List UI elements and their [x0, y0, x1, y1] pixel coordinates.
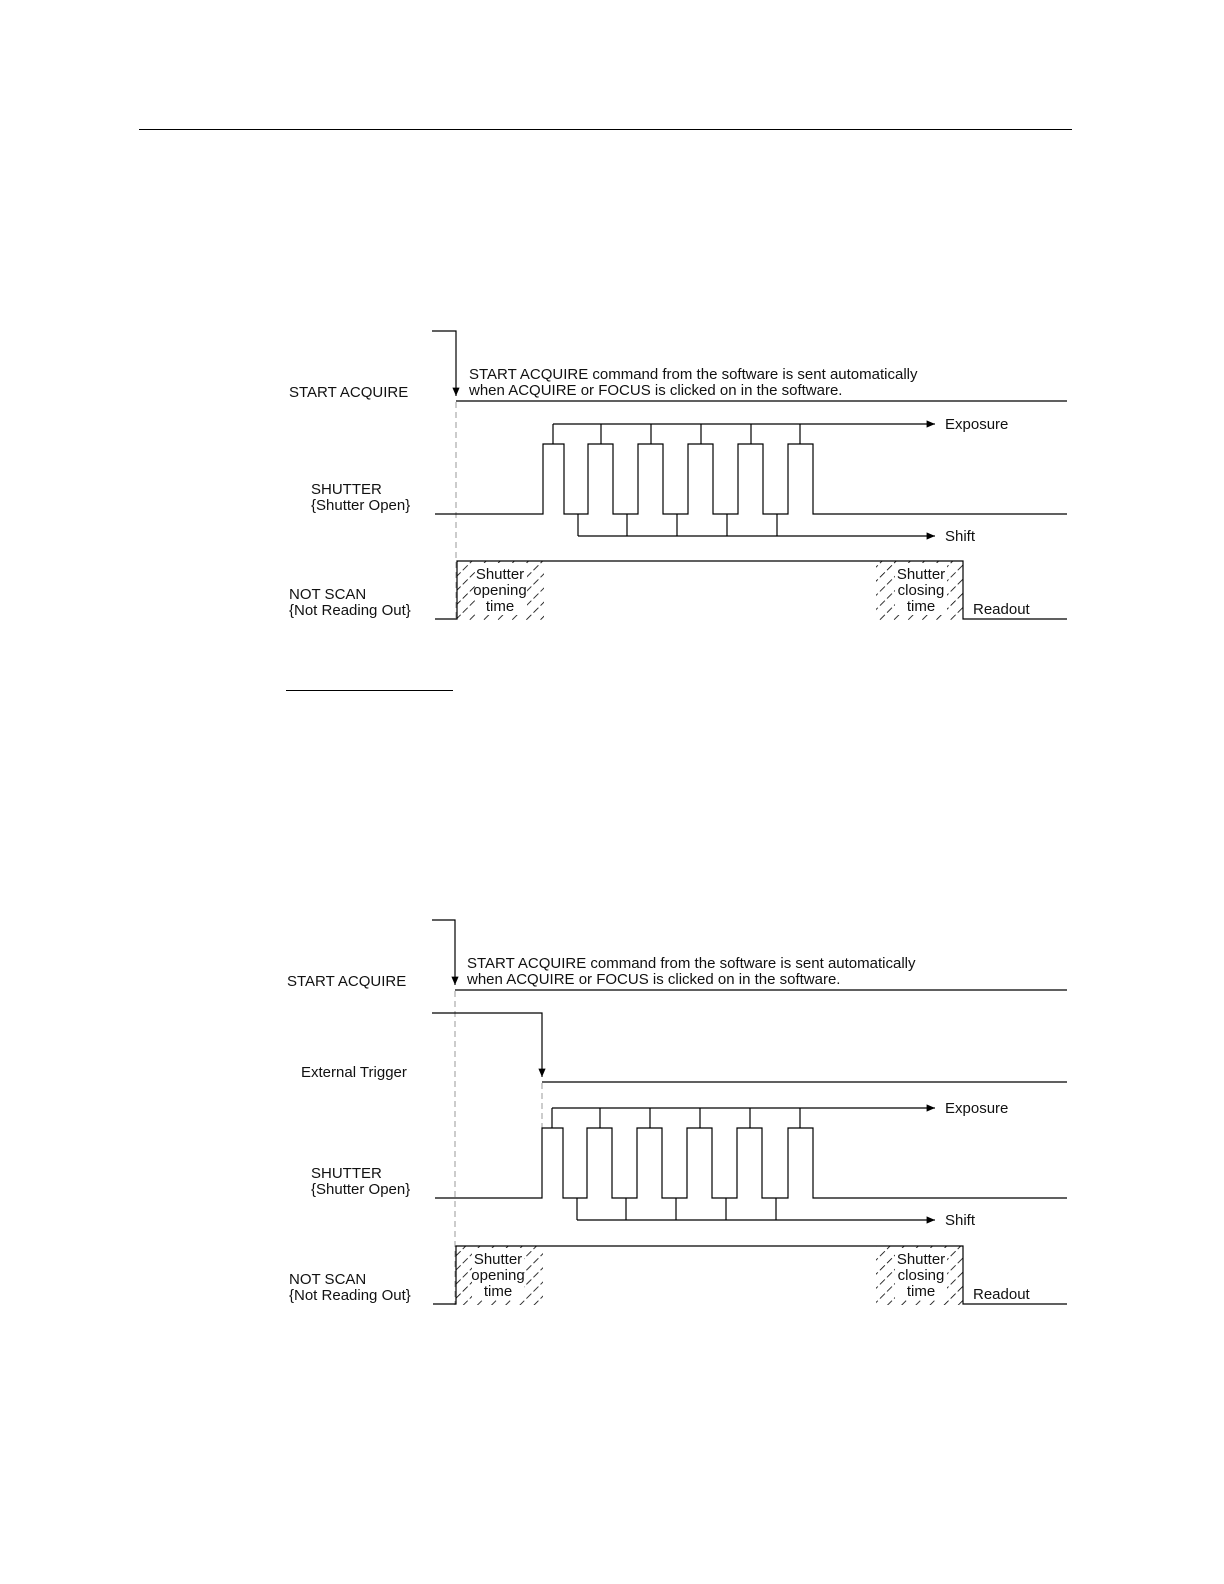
shutter-closing-time-label — [895, 1248, 947, 1300]
shutter-open-label: {Shutter Open} — [311, 1181, 411, 1198]
external-trigger-signal — [432, 1013, 1067, 1082]
exposure-label: Exposure — [945, 416, 1009, 433]
svg-text:Shutter: Shutter — [475, 566, 525, 583]
shutter-waveform — [435, 1128, 1067, 1198]
start-acquire-label: START ACQUIRE — [289, 384, 409, 401]
external-trigger-label: External Trigger — [301, 1064, 407, 1081]
not-reading-out-label: {Not Reading Out} — [289, 1287, 411, 1304]
page-header-rule — [139, 129, 1072, 130]
shift-markers — [578, 514, 935, 536]
shutter-label: SHUTTER — [311, 481, 382, 498]
not-scan-label: NOT SCAN — [289, 586, 367, 603]
readout-label: Readout — [973, 601, 1030, 618]
svg-text:opening: opening — [471, 1267, 525, 1284]
note-line-1: START ACQUIRE command from the software is sent automatically — [467, 955, 916, 972]
svg-text:opening: opening — [473, 582, 527, 599]
not-scan-label: NOT SCAN — [289, 1271, 367, 1288]
svg-text:time: time — [906, 1283, 936, 1300]
svg-text:time: time — [485, 598, 515, 615]
shutter-label: SHUTTER — [311, 1165, 382, 1182]
timing-diagram-external-trigger — [0, 910, 1224, 1320]
readout-label: Readout — [973, 1286, 1030, 1303]
exposure-markers — [553, 424, 935, 444]
timing-diagram-free-run — [0, 320, 1224, 640]
svg-text:closing: closing — [897, 1267, 945, 1284]
shutter-waveform — [435, 444, 1067, 514]
not-reading-out-label: {Not Reading Out} — [289, 602, 411, 619]
shutter-open-label: {Shutter Open} — [311, 497, 411, 514]
svg-text:time: time — [906, 598, 936, 615]
note-line-2: when ACQUIRE or FOCUS is clicked on in the software. — [469, 382, 843, 399]
shutter-closing-time-label — [895, 563, 947, 615]
exposure-markers — [552, 1108, 935, 1128]
svg-text:closing: closing — [897, 582, 945, 599]
svg-text:Shutter: Shutter — [896, 1251, 946, 1268]
note-line-2: when ACQUIRE or FOCUS is clicked on in the software. — [467, 971, 841, 988]
note-line-1: START ACQUIRE command from the software is sent automatically — [469, 366, 918, 383]
start-acquire-label: START ACQUIRE — [287, 973, 407, 990]
svg-text:Shutter: Shutter — [473, 1251, 523, 1268]
exposure-label: Exposure — [945, 1100, 1009, 1117]
svg-text:time: time — [483, 1283, 513, 1300]
shift-markers — [577, 1198, 935, 1220]
shift-label: Shift — [945, 1212, 976, 1229]
section-underline — [286, 690, 453, 691]
shutter-opening-time-label — [471, 1248, 524, 1300]
shift-label: Shift — [945, 528, 976, 545]
svg-text:Shutter: Shutter — [896, 566, 946, 583]
shutter-opening-time-label — [473, 563, 527, 615]
